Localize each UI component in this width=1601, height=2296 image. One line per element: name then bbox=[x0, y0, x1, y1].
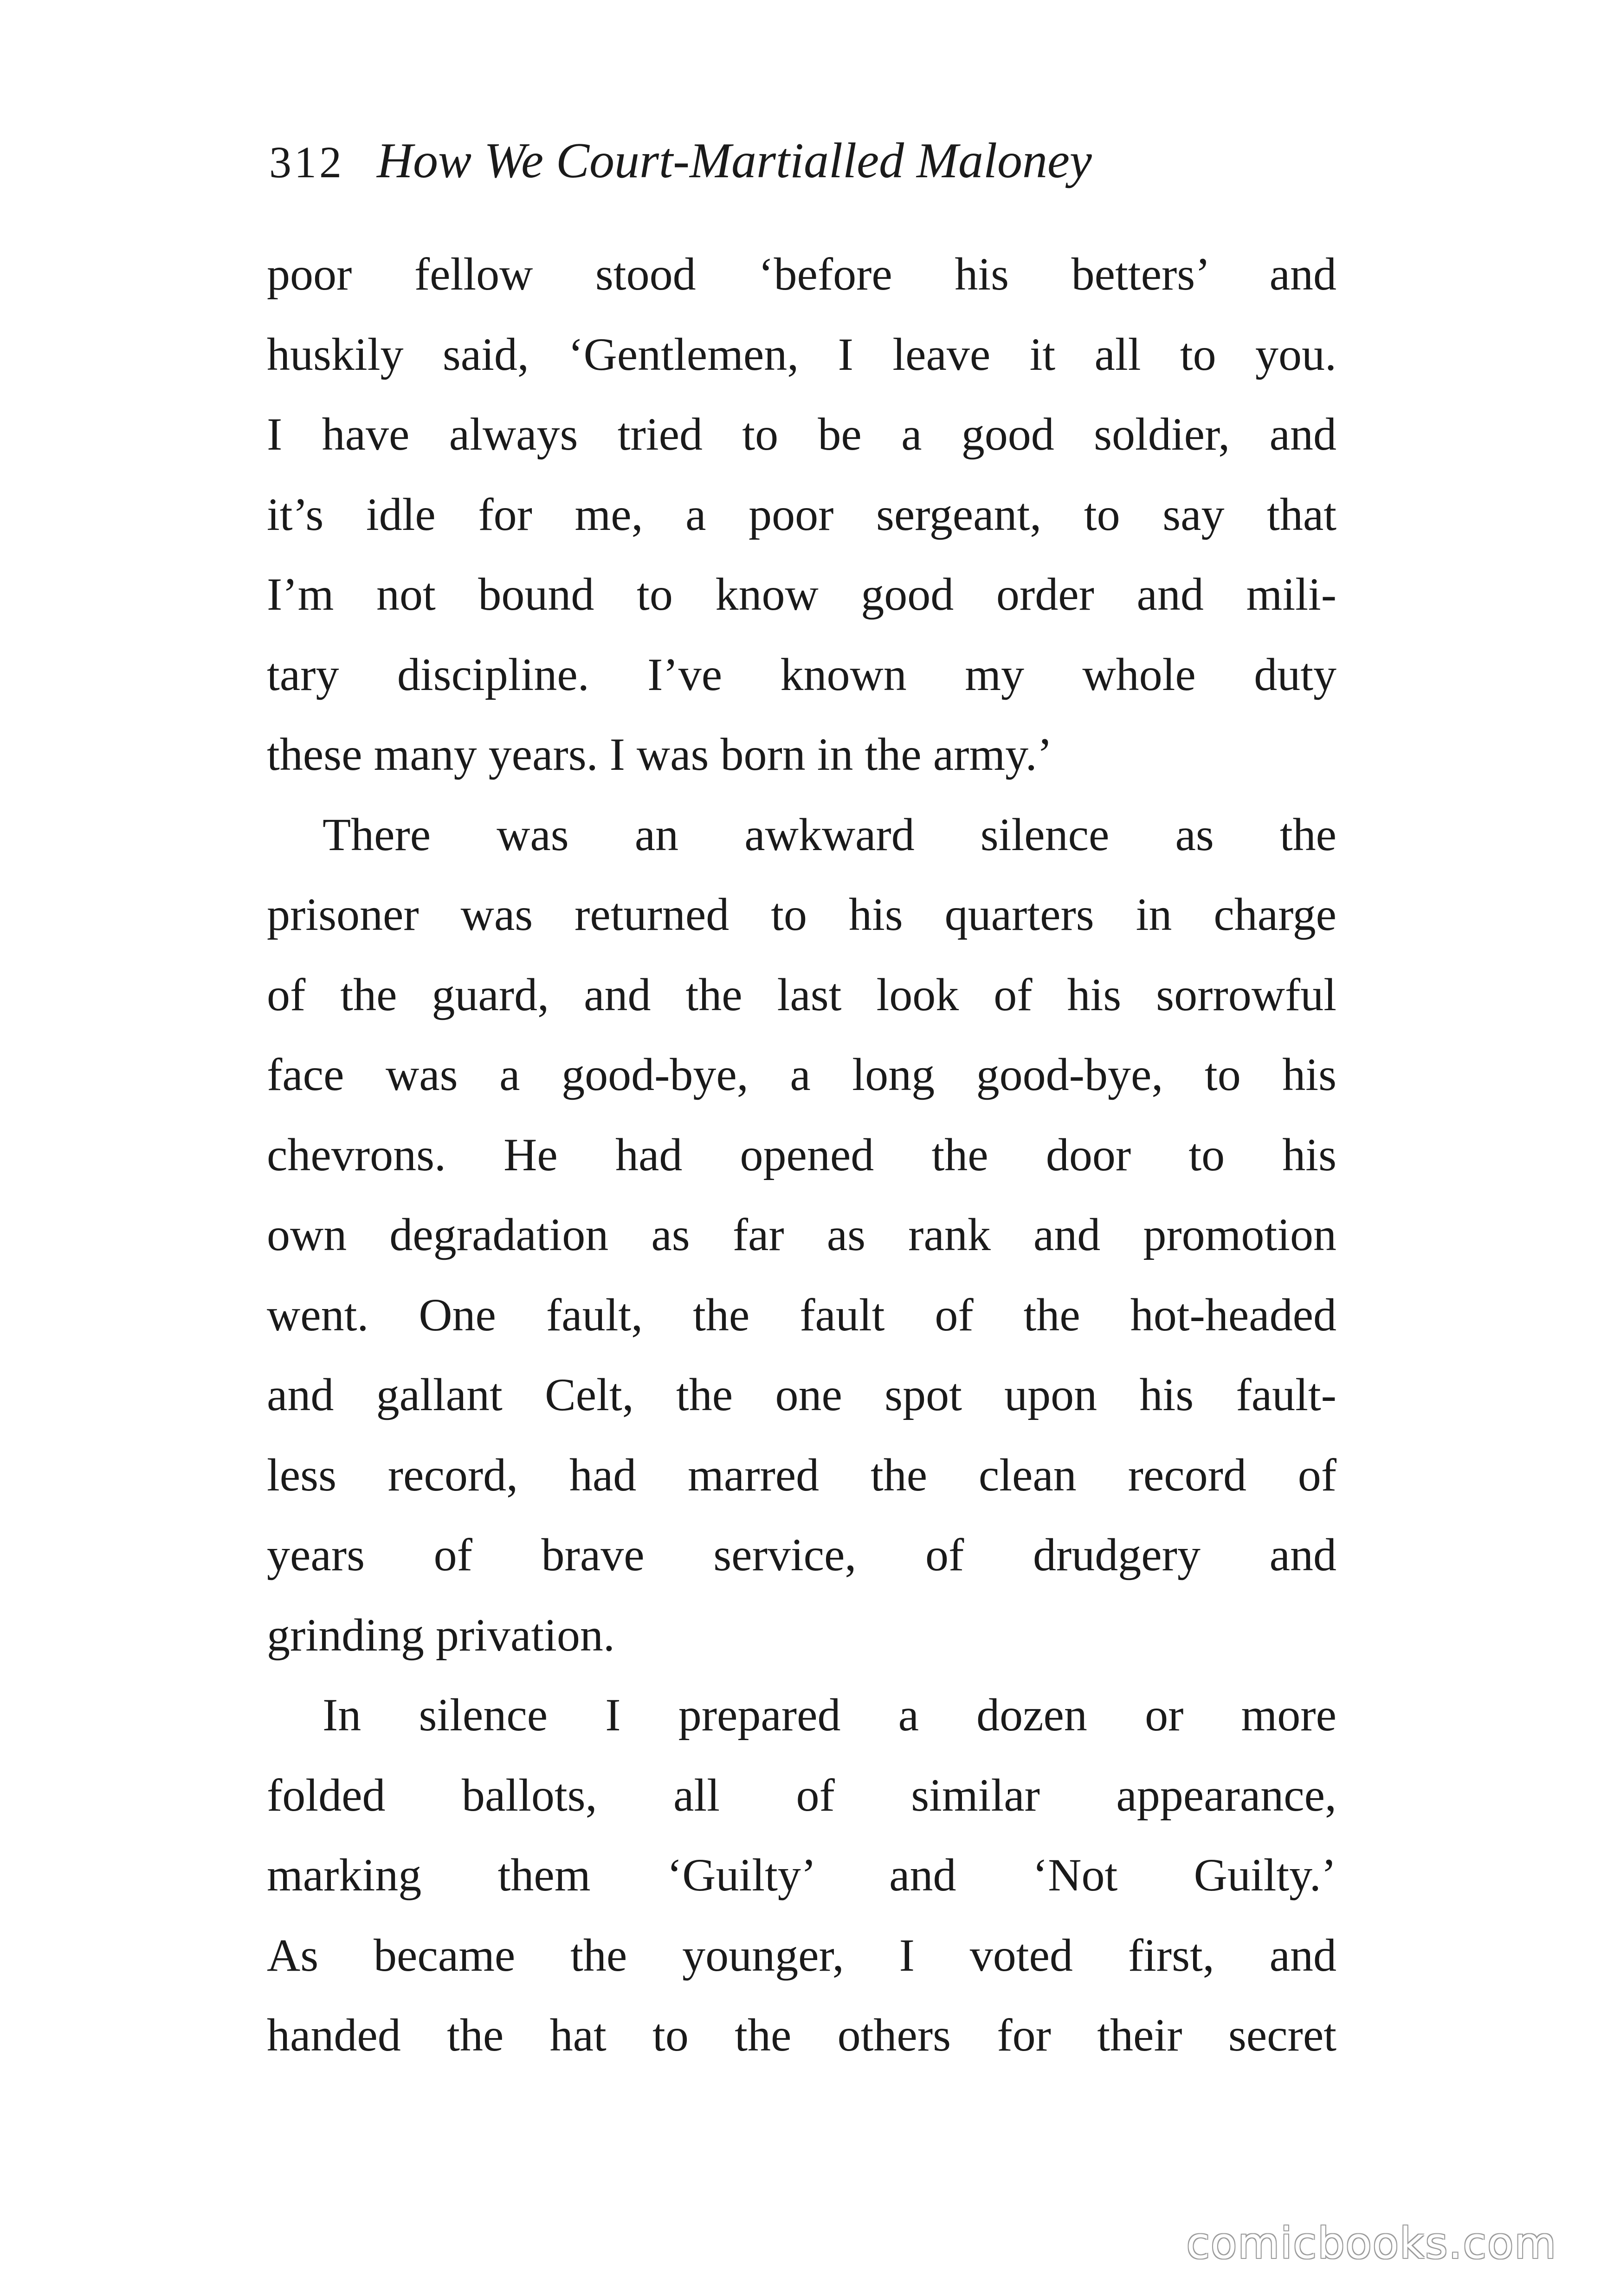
text-line: these many years. I was born in the army.’ bbox=[267, 729, 1052, 780]
body-text bbox=[267, 234, 1336, 2076]
text-line: face was a good-bye, a long good-bye, to his bbox=[267, 1049, 1336, 1100]
text-line: marking them ‘Guilty’ and ‘Not Guilty.’ bbox=[267, 1849, 1336, 1901]
text-line: As became the younger, I voted first, and bbox=[267, 1929, 1336, 1981]
text-line: of the guard, and the last look of his sorrowful bbox=[267, 968, 1336, 1020]
text-line: tary discipline. I’ve known my whole duty bbox=[267, 648, 1336, 700]
paragraph-3 bbox=[267, 1675, 1336, 2076]
paragraph-2 bbox=[267, 795, 1336, 1676]
running-head bbox=[269, 132, 1332, 202]
text-line: years of brave service, of drudgery and bbox=[267, 1529, 1336, 1580]
text-line: In silence I prepared a dozen or more bbox=[323, 1689, 1336, 1741]
text-line: poor fellow stood ‘before his betters’ and bbox=[267, 248, 1336, 300]
text-line: own degradation as far as rank and promotion bbox=[267, 1209, 1336, 1260]
text-line: went. One fault, the fault of the hot-headed bbox=[267, 1289, 1336, 1341]
running-title: How We Court-Martialled Maloney bbox=[377, 133, 1092, 188]
text-line: it’s idle for me, a poor sergeant, to say that bbox=[267, 488, 1336, 540]
text-line: chevrons. He had opened the door to his bbox=[267, 1129, 1336, 1180]
text-line: grinding privation. bbox=[267, 1609, 615, 1661]
text-line: I have always tried to be a good soldier, and bbox=[267, 408, 1336, 460]
text-line: There was an awkward silence as the bbox=[323, 808, 1336, 860]
text-line: huskily said, ‘Gentlemen, I leave it all to you. bbox=[267, 328, 1336, 380]
page-number: 312 bbox=[269, 137, 344, 187]
text-line: prisoner was returned to his quarters in charge bbox=[267, 889, 1336, 940]
text-line: handed the hat to the others for their secret bbox=[267, 2009, 1336, 2061]
text-line: less record, had marred the clean record of bbox=[267, 1449, 1336, 1501]
watermark-logo: comicbooks.com bbox=[1186, 2219, 1557, 2268]
text-line: folded ballots, all of similar appearance, bbox=[267, 1769, 1336, 1821]
text-line: and gallant Celt, the one spot upon his fault- bbox=[267, 1369, 1336, 1420]
text-line: I’m not bound to know good order and mili- bbox=[267, 568, 1336, 620]
paragraph-1 bbox=[267, 234, 1336, 795]
